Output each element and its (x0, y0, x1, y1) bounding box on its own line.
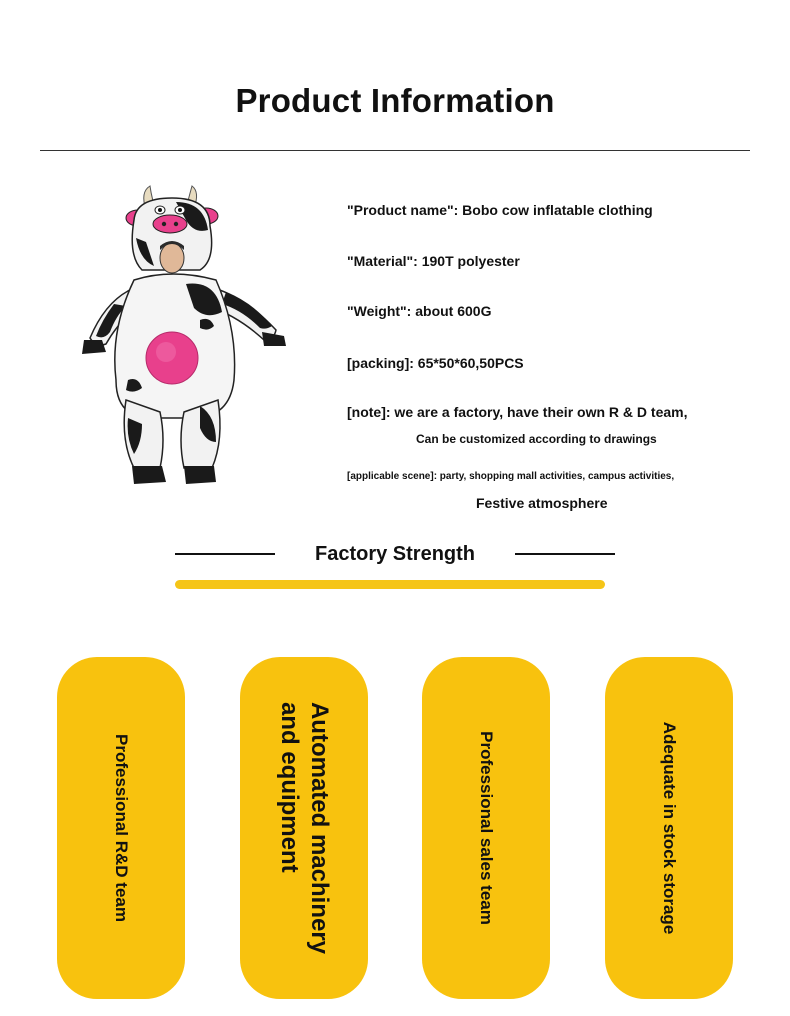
feature-label: Adequate in stock storage (660, 721, 679, 935)
spec-product-name: "Product name": Bobo cow inflatable clothing (347, 202, 653, 218)
section-title: Factory Strength (314, 543, 476, 565)
section-divider-right (515, 553, 615, 555)
spec-packing: [packing]: 65*50*60,50PCS (347, 355, 524, 371)
spec-material: "Material": 190T polyester (347, 253, 520, 269)
feature-label (274, 702, 334, 954)
page-title: Product Information (235, 82, 555, 119)
feature-label-line-1: Automated machinery (306, 701, 333, 955)
feature-card-machinery (240, 657, 368, 999)
spec-note-continued: Can be customized according to drawings (416, 432, 657, 446)
feature-label: Professional R&D team (112, 734, 131, 922)
spec-weight: "Weight": about 600G (347, 303, 492, 319)
feature-label-line-2: and equipment (276, 701, 303, 873)
section-accent-bar (175, 580, 605, 589)
title-divider (40, 150, 750, 151)
feature-card-stock-storage (605, 657, 733, 999)
spec-scene-continued: Festive atmosphere (476, 495, 608, 511)
feature-card-rd-team (57, 657, 185, 999)
spec-note: [note]: we are a factory, have their own R & D team, (347, 404, 688, 420)
feature-card-sales-team (422, 657, 550, 999)
section-divider-left (175, 553, 275, 555)
feature-label: Professional sales team (477, 731, 496, 925)
spec-applicable-scene: [applicable scene]: party, shopping mall activities, campus activities, (347, 471, 675, 482)
cow-costume-image (76, 180, 296, 500)
cow-illustration (82, 186, 286, 484)
